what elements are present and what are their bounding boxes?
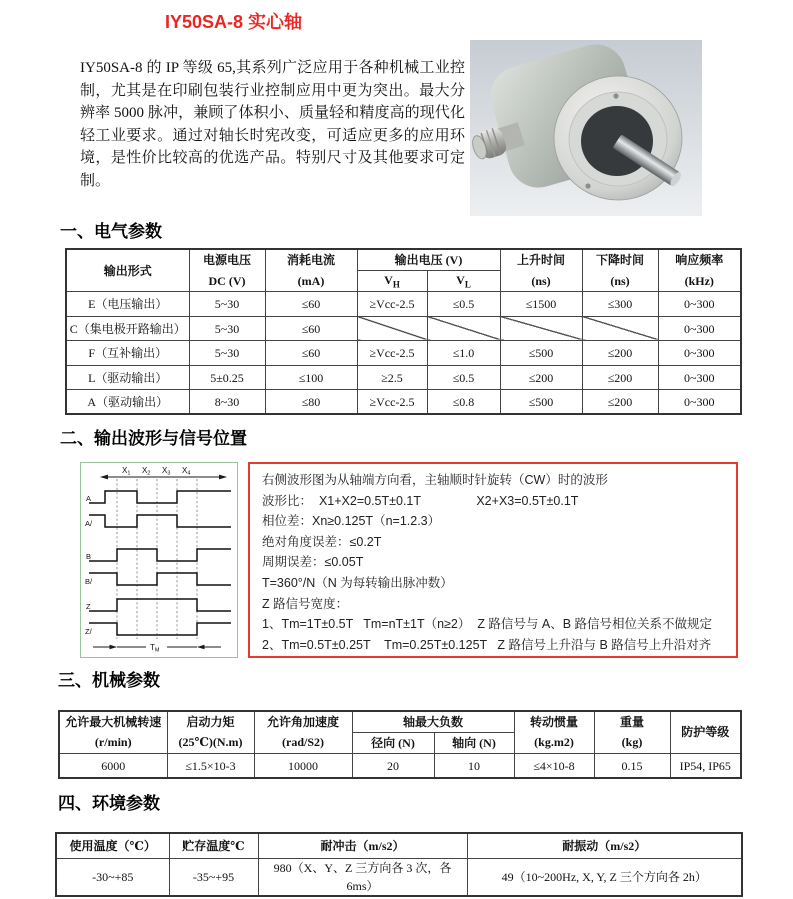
col-header-weight: 重量 (kg) [594,711,670,753]
col-header-inertia: 转动惯量 (kg.m2) [514,711,594,753]
col-header-radial-load: 径向 (N) [352,732,434,753]
page-title: IY50SA-8 实心轴 [165,12,303,32]
table-row-mechanical-values: 6000 ≤1.5×10-3 10000 20 10 ≤4×10-8 0.15 IP54, IP65 [59,753,741,778]
col-header-output-type: 输出形式 [66,249,189,292]
interval-labels [122,466,190,477]
note-line: 2、Tm=0.5T±0.25T Tm=0.25T±0.125T Z 路信号上升沿与 B 路信号上升沿对齐 [262,637,712,652]
col-header-vibration-resistance: 耐振动（m/s2） [467,833,742,858]
col-header-axial-load: 轴向 (N) [434,732,514,753]
svg-text:X3: X3 [162,466,171,477]
table-row-l-output: L（驱动输出） 5±0.25 ≤100 ≥2.5 ≤0.5 ≤200 ≤200 0~300 [66,365,741,390]
arrow-right-icon [110,645,118,649]
env-header-row [56,833,742,858]
col-header-rise-time: 上升时间 (ns) [500,249,582,292]
waveform-svg [81,463,237,657]
table-row-f-output: F（互补输出） 5~30 ≤60 ≥Vcc-2.5 ≤1.0 ≤500 ≤200 0~300 [66,341,741,366]
note-line: 1、Tm=1T±0.5T Tm=nT±1T（n≥2） Z 路信号与 A、B 路信号相位关系不做规定 [262,617,713,632]
trace-Z [89,599,231,611]
table-row-e-output: E（电压输出） 5~30 ≤60 ≥Vcc-2.5 ≤0.5 ≤1500 ≤300 0~300 [66,292,741,317]
note-line: 绝对角度误差：≤0.2T [262,534,382,549]
section-heading-mechanical: 三、机械参数 [58,671,160,690]
encoder-photo-illustration [470,40,702,216]
col-header-response-frequency: 响应频率 (kHz) [658,249,741,292]
note-line: Z 路信号宽度： [262,596,349,611]
col-header-protection-rating: 防护等级 [670,711,741,753]
svg-text:X4: X4 [182,466,191,477]
arrow-left-icon [197,645,205,649]
svg-text:A: A [86,494,92,503]
svg-text:X2: X2 [142,466,151,477]
trace-B-inv [89,573,231,585]
col-header-max-speed: 允许最大机械转速 (r/min) [59,711,167,753]
svg-text:Z/: Z/ [85,627,92,636]
note-line: 波形比： X1+X2=0.5T±0.1T X2+X3=0.5T±0.1T [262,493,579,508]
svg-text:B: B [86,552,92,561]
trace-B [89,549,231,561]
svg-text:A/: A/ [85,519,93,528]
col-header-supply-voltage: 电源电压 DC (V) [189,249,265,292]
not-applicable-cell [427,316,500,341]
note-line: 右侧波形图为从轴端方向看，主轴顺时针旋转（CW）时的波形 [262,473,608,487]
col-header-fall-time: 下降时间 (ns) [582,249,658,292]
col-header-output-voltage: 输出电压 (V) [357,249,500,270]
arrow-right-icon [219,475,227,480]
electrical-parameters-table [65,248,742,415]
col-header-current: 消耗电流 (mA) [265,249,357,292]
front-screw-top [613,93,618,98]
section-heading-electrical: 一、电气参数 [60,222,162,241]
table-row-environment-values: -30~+85 -35~+95 980（X、Y、Z 三方向各 3 次，各 6ms） 49（10~200Hz, X, Y, Z 三个方向各 2h） [56,858,742,896]
section-heading-waveform: 二、输出波形与信号位置 [60,429,247,448]
note-line: T=360°/N（N 为每转输出脉冲数） [262,575,453,590]
col-header-max-shaft-load: 轴最大负数 [352,711,514,732]
front-screw-bottom [585,183,590,188]
svg-text:X1: X1 [122,466,131,477]
tm-label: TM [150,643,160,654]
col-header-angular-acceleration: 允许角加速度 (rad/S2) [254,711,352,753]
col-header-operating-temperature: 使用温度（℃） [56,833,169,858]
svg-text:B/: B/ [85,577,93,586]
section-heading-environment: 四、环境参数 [58,794,160,813]
col-header-shock-resistance: 耐冲击（m/s2） [258,833,467,858]
waveform-diagram [80,462,238,658]
trace-A-inv [89,515,231,527]
product-description: IY50SA-8 的 IP 等级 65,其系列广泛应用于各种机械工业控制，尤其是在印刷包装行业控制应用中更为突出。最大分辨率 5000 脉冲，兼顾了体积小、质量轻和精度高的现代化轻工业要求。通过对轴长时宪改变，可适应更多的应用环境，是性价比较高的优选产品。特别尺寸及其他要求可定制。 [80,60,465,189]
product-photo [470,40,702,216]
not-applicable-cell [500,316,582,341]
arrow-left-icon [100,475,108,480]
waveform-notes-box [248,462,738,658]
not-applicable-cell [582,316,658,341]
svg-text:Z: Z [86,602,91,611]
table-row-c-output: C（集电极开路输出） 5~30 ≤60 0~300 [66,316,741,341]
note-line: 相位差：Xn≥0.125T（n=1.2.3） [262,514,441,529]
trace-Z-inv [89,623,231,635]
environmental-parameters-table [55,832,743,897]
note-line: 周期误差：≤0.05T [262,555,364,570]
trace-A [89,491,231,503]
table-row-a-output: A（驱动输出） 8~30 ≤80 ≥Vcc-2.5 ≤0.8 ≤500 ≤200 0~300 [66,390,741,415]
not-applicable-cell [357,316,427,341]
signal-traces [89,491,231,635]
col-header-vh: $V_H$ [357,270,427,292]
col-header-starting-torque: 启动力矩 (25℃)(N.m) [167,711,254,753]
mechanical-parameters-table [58,710,742,779]
col-header-storage-temperature: 贮存温度℃ [169,833,258,858]
col-header-vl: $V_L$ [427,270,500,292]
